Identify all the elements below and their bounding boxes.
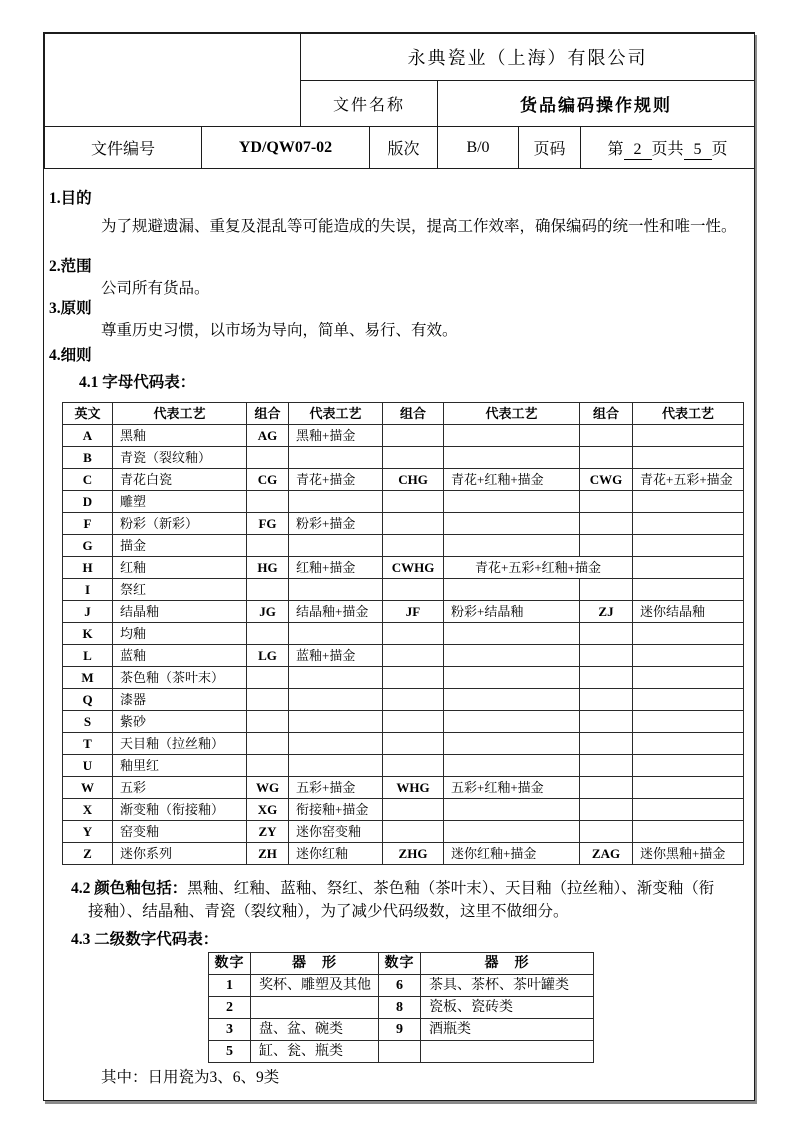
table-row <box>209 1041 594 1063</box>
version-value: B/0 <box>438 127 519 169</box>
table-row <box>63 843 744 865</box>
column-header: 器 形 <box>421 953 594 975</box>
section-42-line2: 接釉）、结晶釉、青瓷（裂纹釉），为了减少代码级数，这里不做细分。 <box>88 903 569 920</box>
table-cell: CHG <box>383 469 444 491</box>
table-cell: 红釉 <box>113 557 247 579</box>
table-cell: 迷你系列 <box>113 843 247 865</box>
table-cell <box>289 535 383 557</box>
column-header: 代表工艺 <box>289 403 383 425</box>
header-table <box>44 33 755 169</box>
table-cell: CG <box>247 469 289 491</box>
table-cell: T <box>63 733 113 755</box>
table-cell: WHG <box>383 777 444 799</box>
section-2-body: 公司所有货品。 <box>101 280 210 297</box>
table-cell <box>247 711 289 733</box>
table-cell <box>247 689 289 711</box>
table-cell: 茶色釉（茶叶末） <box>113 667 247 689</box>
table-cell <box>247 733 289 755</box>
table-cell: CWG <box>580 469 633 491</box>
table-cell: 窑变釉 <box>113 821 247 843</box>
table-row <box>209 975 594 997</box>
table-row <box>63 689 744 711</box>
table-cell: ZJ <box>580 601 633 623</box>
table-cell: Q <box>63 689 113 711</box>
table-cell: C <box>63 469 113 491</box>
doc-no-value: YD/QW07-02 <box>202 127 370 169</box>
table-cell: I <box>63 579 113 601</box>
table-cell: 釉里红 <box>113 755 247 777</box>
page-current: 2 <box>624 141 652 160</box>
table-cell <box>633 689 744 711</box>
table-cell: A <box>63 425 113 447</box>
table-cell <box>383 711 444 733</box>
table-cell: Y <box>63 821 113 843</box>
table-cell: S <box>63 711 113 733</box>
section-2-title: 2.范围 <box>49 258 92 275</box>
digit-code-table <box>208 952 594 1063</box>
table-cell: 青花+描金 <box>289 469 383 491</box>
table-cell <box>247 535 289 557</box>
table-cell <box>444 513 580 535</box>
table-cell <box>383 667 444 689</box>
table-cell: 黑釉 <box>113 425 247 447</box>
table-cell: 均釉 <box>113 623 247 645</box>
table-cell <box>633 821 744 843</box>
table-cell <box>580 513 633 535</box>
table-cell <box>580 755 633 777</box>
table-cell: 结晶釉 <box>113 601 247 623</box>
table-cell <box>444 579 580 601</box>
table-cell <box>580 711 633 733</box>
table-cell <box>251 997 379 1019</box>
table-cell: WG <box>247 777 289 799</box>
section-3-body: 尊重历史习惯，以市场为导向，简单、易行、有效。 <box>101 322 458 339</box>
table-cell: 衔接釉+描金 <box>289 799 383 821</box>
table-cell <box>383 425 444 447</box>
table-cell: 奖杯、雕塑及其他 <box>251 975 379 997</box>
table-cell: HG <box>247 557 289 579</box>
table-row <box>209 1019 594 1041</box>
table-cell: CWHG <box>383 557 444 579</box>
table-cell <box>633 425 744 447</box>
table-cell: ZAG <box>580 843 633 865</box>
table-cell <box>379 1041 421 1063</box>
table-cell <box>289 733 383 755</box>
table-cell <box>383 755 444 777</box>
page-number <box>581 127 755 169</box>
table-cell: 蓝釉+描金 <box>289 645 383 667</box>
version-label: 版次 <box>370 127 438 169</box>
table-cell: LG <box>247 645 289 667</box>
table-cell <box>383 513 444 535</box>
column-header: 组合 <box>383 403 444 425</box>
column-header: 代表工艺 <box>633 403 744 425</box>
table-cell <box>289 711 383 733</box>
table-cell: 雕塑 <box>113 491 247 513</box>
table-cell <box>444 645 580 667</box>
table-cell: 五彩+红釉+描金 <box>444 777 580 799</box>
table-cell: ZHG <box>383 843 444 865</box>
table-cell <box>247 491 289 513</box>
column-header: 英文 <box>63 403 113 425</box>
table-cell: AG <box>247 425 289 447</box>
table-cell <box>383 689 444 711</box>
table-cell <box>247 755 289 777</box>
table-row <box>63 777 744 799</box>
table-row <box>63 623 744 645</box>
table-cell: 缸、瓮、瓶类 <box>251 1041 379 1063</box>
table-cell: B <box>63 447 113 469</box>
table-cell <box>580 535 633 557</box>
table-cell: 迷你结晶釉 <box>633 601 744 623</box>
table-cell: JG <box>247 601 289 623</box>
table-cell <box>633 667 744 689</box>
table-cell <box>580 799 633 821</box>
table-cell: ZH <box>247 843 289 865</box>
table-cell: 9 <box>379 1019 421 1041</box>
table-cell <box>633 535 744 557</box>
table-cell: G <box>63 535 113 557</box>
table-cell: 迷你黑釉+描金 <box>633 843 744 865</box>
table-cell: 粉彩+结晶釉 <box>444 601 580 623</box>
page-suffix: 页 <box>711 140 728 158</box>
table-cell <box>444 447 580 469</box>
column-header: 组合 <box>580 403 633 425</box>
table-cell: 结晶釉+描金 <box>289 601 383 623</box>
table-cell <box>633 557 744 579</box>
table-cell <box>289 755 383 777</box>
table-cell <box>580 579 633 601</box>
table-cell <box>580 645 633 667</box>
table-cell <box>444 689 580 711</box>
table-cell: M <box>63 667 113 689</box>
table-row <box>63 579 744 601</box>
table-cell: 盘、盆、碗类 <box>251 1019 379 1041</box>
table-cell: W <box>63 777 113 799</box>
table-cell: U <box>63 755 113 777</box>
table-row <box>63 645 744 667</box>
table-cell <box>383 645 444 667</box>
table-cell: 蓝釉 <box>113 645 247 667</box>
table-row <box>63 491 744 513</box>
table-row <box>63 557 744 579</box>
table-row <box>63 733 744 755</box>
table-cell: 紫砂 <box>113 711 247 733</box>
table-cell <box>444 425 580 447</box>
table-cell <box>383 623 444 645</box>
company-name: 永典瓷业（上海）有限公司 <box>301 34 755 81</box>
table-cell: 酒瓶类 <box>421 1019 594 1041</box>
table-cell: 漆器 <box>113 689 247 711</box>
table-cell: 1 <box>209 975 251 997</box>
table-cell <box>444 799 580 821</box>
table-cell: 5 <box>209 1041 251 1063</box>
table-row <box>63 601 744 623</box>
table-cell <box>580 821 633 843</box>
table-cell: ZY <box>247 821 289 843</box>
table-cell <box>633 623 744 645</box>
table-row <box>63 535 744 557</box>
section-43-title: 4.3 二级数字代码表： <box>71 931 219 948</box>
column-header: 代表工艺 <box>444 403 580 425</box>
section-42-paragraph <box>44 877 754 923</box>
table-cell <box>289 491 383 513</box>
table-cell <box>444 623 580 645</box>
table-cell: 2 <box>209 997 251 1019</box>
table-cell: 青花白瓷 <box>113 469 247 491</box>
section-3-title: 3.原则 <box>49 300 92 317</box>
table-cell <box>247 667 289 689</box>
table-cell <box>247 447 289 469</box>
table-cell: 8 <box>379 997 421 1019</box>
table-cell <box>633 447 744 469</box>
table-cell <box>580 777 633 799</box>
table-cell: 瓷板、瓷砖类 <box>421 997 594 1019</box>
table-cell <box>444 491 580 513</box>
table-row <box>63 425 744 447</box>
table-cell: 五彩 <box>113 777 247 799</box>
table-cell: L <box>63 645 113 667</box>
page-mid: 页共 <box>651 140 684 158</box>
table-row <box>63 711 744 733</box>
table-cell <box>580 447 633 469</box>
table-cell <box>633 733 744 755</box>
section-42-line1: 黑釉、红釉、蓝釉、祭红、茶色釉（茶叶末）、天目釉（拉丝釉）、渐变釉（衔 <box>187 880 715 897</box>
table-cell <box>633 579 744 601</box>
table-cell <box>383 799 444 821</box>
table-cell: Z <box>63 843 113 865</box>
table-cell <box>289 689 383 711</box>
table-cell <box>289 447 383 469</box>
table-cell: 青瓷（裂纹釉） <box>113 447 247 469</box>
table-cell <box>633 491 744 513</box>
table-cell <box>383 821 444 843</box>
table-cell <box>580 667 633 689</box>
table-cell: 迷你窑变釉 <box>289 821 383 843</box>
table-cell: 迷你红釉 <box>289 843 383 865</box>
table-cell <box>444 711 580 733</box>
table-cell: F <box>63 513 113 535</box>
column-header: 数字 <box>379 953 421 975</box>
table-cell: XG <box>247 799 289 821</box>
table-cell <box>580 689 633 711</box>
logo-cell <box>45 34 301 127</box>
column-header: 数字 <box>209 953 251 975</box>
table-cell <box>289 623 383 645</box>
table-cell <box>383 733 444 755</box>
table-row <box>63 447 744 469</box>
table-cell <box>633 799 744 821</box>
table-cell: J <box>63 601 113 623</box>
note-text: 其中：日用瓷为3、6、9类 <box>101 1069 280 1086</box>
letter-code-table <box>62 402 744 865</box>
section-41-title: 4.1 字母代码表： <box>79 374 196 391</box>
table-cell: 青花+红釉+描金 <box>444 469 580 491</box>
table-cell <box>444 821 580 843</box>
section-1-body: 为了规避遗漏、重复及混乱等可能造成的失误，提高工作效率，确保编码的统一性和唯一性。 <box>101 218 737 235</box>
table-cell <box>289 667 383 689</box>
table-cell: 渐变釉（衔接釉） <box>113 799 247 821</box>
section-1-title: 1.目的 <box>49 190 92 207</box>
table-cell <box>633 755 744 777</box>
table-cell: X <box>63 799 113 821</box>
doc-no-label: 文件编号 <box>45 127 202 169</box>
table-row <box>63 469 744 491</box>
table-cell: 祭红 <box>113 579 247 601</box>
table-cell: 五彩+描金 <box>289 777 383 799</box>
table-cell <box>444 733 580 755</box>
doc-name: 货品编码操作规则 <box>438 81 755 127</box>
page-prefix: 第 <box>607 140 624 158</box>
table-cell <box>383 491 444 513</box>
table-cell: H <box>63 557 113 579</box>
column-header: 器 形 <box>251 953 379 975</box>
column-header: 组合 <box>247 403 289 425</box>
table-cell: FG <box>247 513 289 535</box>
table-cell: 3 <box>209 1019 251 1041</box>
table-cell: 茶具、茶杯、茶叶罐类 <box>421 975 594 997</box>
table-cell <box>247 579 289 601</box>
table-cell: 粉彩+描金 <box>289 513 383 535</box>
table-cell <box>444 535 580 557</box>
page-label: 页码 <box>519 127 581 169</box>
table-cell: 青花+五彩+描金 <box>633 469 744 491</box>
table-cell <box>383 579 444 601</box>
section-4-title: 4.细则 <box>49 347 92 364</box>
header-row <box>209 953 594 975</box>
table-cell <box>444 755 580 777</box>
table-cell: JF <box>383 601 444 623</box>
table-cell <box>633 711 744 733</box>
table-cell <box>580 733 633 755</box>
document-body <box>44 189 754 1087</box>
table-row <box>63 755 744 777</box>
table-row <box>63 513 744 535</box>
table-cell: 粉彩（新彩） <box>113 513 247 535</box>
table-cell <box>633 645 744 667</box>
table-cell: 6 <box>379 975 421 997</box>
table-cell <box>633 513 744 535</box>
table-row <box>63 821 744 843</box>
table-cell <box>289 579 383 601</box>
doc-name-label: 文件名称 <box>301 81 438 127</box>
table-cell <box>383 447 444 469</box>
table-cell <box>580 491 633 513</box>
table-cell <box>580 425 633 447</box>
header-row <box>63 403 744 425</box>
table-cell <box>633 777 744 799</box>
table-cell <box>383 535 444 557</box>
table-cell: 红釉+描金 <box>289 557 383 579</box>
table-row <box>209 997 594 1019</box>
column-header: 代表工艺 <box>113 403 247 425</box>
document-page <box>43 32 755 1101</box>
table-cell <box>421 1041 594 1063</box>
table-row <box>63 667 744 689</box>
table-cell: 天目釉（拉丝釉） <box>113 733 247 755</box>
table-row <box>63 799 744 821</box>
section-42-label: 4.2 颜色釉包括： <box>71 880 188 897</box>
table-cell <box>444 667 580 689</box>
table-cell <box>247 623 289 645</box>
table-cell: 青花+五彩+红釉+描金 <box>444 557 633 579</box>
table-cell: K <box>63 623 113 645</box>
table-cell: 黑釉+描金 <box>289 425 383 447</box>
table-cell: 迷你红釉+描金 <box>444 843 580 865</box>
table-cell <box>580 623 633 645</box>
page-total: 5 <box>684 141 712 160</box>
table-cell: D <box>63 491 113 513</box>
table-cell: 描金 <box>113 535 247 557</box>
